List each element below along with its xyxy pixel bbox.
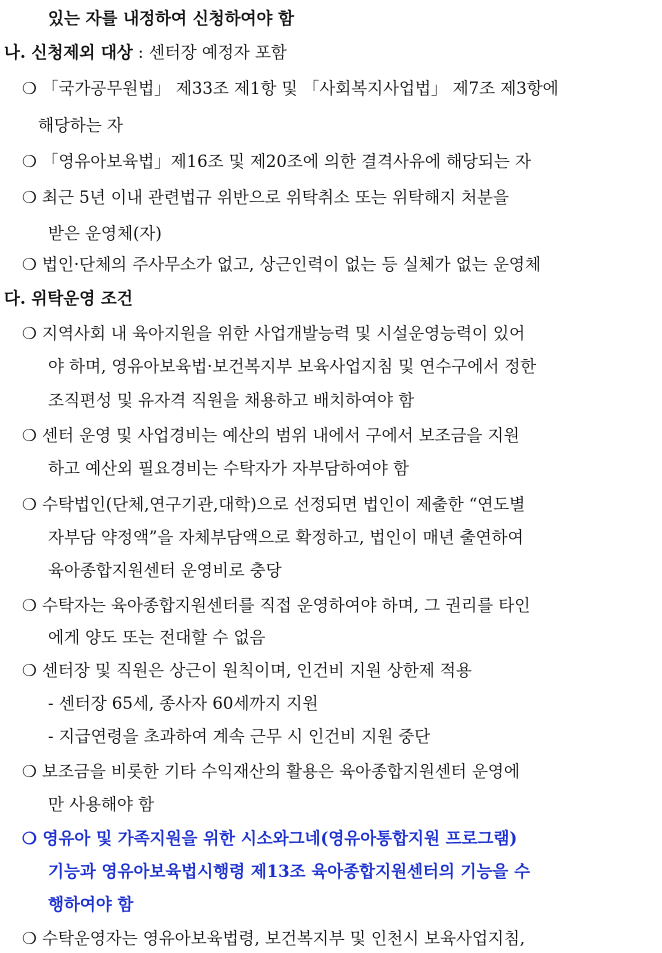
section-heading-na-title: 나. 신청제외 대상 [4,43,133,62]
bullet-line: ❍ 지역사회 내 육아지원을 위한 사업개발능력 및 시설운영능력이 있어 [22,324,526,343]
bullet-line: ❍ 수탁자는 육아종합지원센터를 직접 운영하여야 하며, 그 권리를 타인 [22,596,531,615]
sub-item-line: - 지급연령을 초과하여 계속 근무 시 인건비 지원 중단 [48,727,431,746]
highlight-continuation-line: 기능과 영유아보육법시행령 제13조 육아종합지원센터의 기능을 수 [48,862,531,881]
bullet-line: ❍ 「국가공무원법」 제33조 제1항 및 「사회복지사업법」 제7조 제3항에 [22,79,559,98]
section-heading-na [4,42,287,64]
bullet-line: ❍ 최근 5년 이내 관련법규 위반으로 위탁취소 또는 위탁해지 처분을 [22,188,509,207]
bullet-line: ❍ 수탁법인(단체,연구기관,대학)으로 선정되면 법인이 제출한 “연도별 [22,495,526,514]
highlight-continuation-line: 행하여야 함 [48,895,134,914]
bullet-continuation-line: 육아종합지원센터 운영비로 충당 [48,561,282,580]
bullet-line: ❍ 보조금을 비롯한 기타 수익재산의 활용은 육아종합지원센터 운영에 [22,762,520,781]
bullet-continuation-line: 에게 양도 또는 전대할 수 없음 [48,628,266,647]
bullet-continuation-line: 하고 예산외 필요경비는 수탁자가 자부담하여야 함 [48,459,409,478]
bullet-continuation-line: 해당하는 자 [38,116,123,135]
bullet-continuation-line: 만 사용해야 함 [48,795,155,814]
bullet-continuation-line: 야 하며, 영유아보육법·보건복지부 보육사업지침 및 연수구에서 정한 [48,357,537,376]
section-heading-da: 다. 위탁운영 조건 [4,289,133,308]
sub-item-line: - 센터장 65세, 종사자 60세까지 지원 [48,694,319,713]
bullet-line: ❍ 「영유아보육법」제16조 및 제20조에 의한 결격사유에 해당되는 자 [22,152,532,171]
bullet-continuation-line: 자부담 약정액”을 자체부담액으로 확정하고, 법인이 매년 출연하여 [48,528,524,547]
bullet-line: ❍ 수탁운영자는 영유아보육법령, 보건복지부 및 인천시 보육사업지침, [22,929,526,948]
bullet-line: ❍ 센터 운영 및 사업경비는 예산의 범위 내에서 구에서 보조금을 지원 [22,426,520,445]
bullet-line: ❍ 센터장 및 직원은 상근이 원칙이며, 인건비 지원 상한제 적용 [22,661,472,680]
section-heading-na-note: : 센터장 예정자 포함 [132,43,287,62]
bullet-line: ❍ 법인·단체의 주사무소가 없고, 상근인력이 없는 등 실체가 없는 운영체 [22,255,541,274]
bullet-continuation-line: 조직편성 및 유자격 직원을 채용하고 배치하여야 함 [48,391,415,410]
continuation-line: 있는 자를 내정하여 신청하여야 함 [48,9,295,28]
bullet-continuation-line: 받은 운영체(자) [48,224,162,243]
highlight-bullet-line: ❍ 영유아 및 가족지원을 위한 시소와그네(영유아통합지원 프로그램) [22,829,518,848]
